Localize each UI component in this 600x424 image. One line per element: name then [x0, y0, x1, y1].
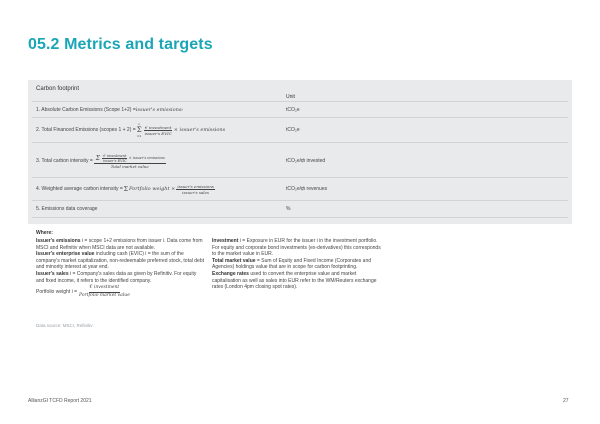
unit-header: Unit [286, 94, 295, 100]
definition [36, 251, 206, 271]
metric-row-5 [28, 204, 572, 214]
definitions-right [212, 238, 382, 291]
sum-lower: i=1 [137, 134, 142, 138]
metric-label: 1. Absolute Carbon Emissions (Scope 1+2) = [36, 107, 136, 113]
metric-row-2 [28, 120, 572, 140]
formula-fraction [144, 125, 173, 136]
definition [212, 238, 382, 258]
metric-unit: tCO₂e/₥ revenues [286, 186, 328, 192]
divider [32, 117, 568, 118]
definition-term: Issuer's sales [36, 270, 69, 277]
portfolio-weight-formula [36, 285, 206, 299]
page-title: 05.2 Metrics and targets [28, 36, 213, 53]
definition-text: i = scope 1+2 emissions from issuer i. Data come from MSCI and Refinitiv when MSCI data are not available. [36, 238, 203, 251]
formula-subscript: i [181, 108, 183, 112]
metric-unit: tCO₂e [286, 127, 300, 133]
page-number: 27 [563, 398, 569, 404]
metric-row-3 [28, 146, 572, 176]
metric-label: 4. Weighted average carbon intensity = [36, 186, 123, 192]
numerator: Σ $\frac{\text{€ investment}}{\text{issuer's EVIC}}$ × issuer's emissions [95, 153, 165, 163]
divider [32, 101, 568, 102]
denominator: issuer's sales [182, 189, 209, 195]
divider [32, 142, 568, 143]
metric-formula [36, 122, 225, 138]
formula-term: × issuer's emissions [173, 127, 226, 133]
sum-symbol: n Σ i=1 [136, 122, 142, 138]
formula-label: Portfolio weight i = [36, 288, 77, 295]
numerator: € investment [145, 124, 172, 130]
definition [36, 271, 206, 284]
denominator: issuer's EVIC [144, 130, 172, 136]
sum-upper: n [138, 122, 140, 126]
definition-term: Exchange rates [212, 270, 249, 277]
metric-formula [36, 107, 183, 113]
definition-text: i = Exposure in EUR for the issuer i in the investment portfolio. For equity and corporate bond investments (ex-derivatives) this corresponds to the market value in EUR. [212, 238, 381, 258]
footer-report-title: AllianzGI TCFD Report 2021 [28, 398, 92, 404]
data-source-note: Data source: MSCI, Refinitiv [36, 323, 93, 328]
divider [32, 177, 568, 178]
formula-fraction [94, 154, 166, 169]
definition-term: Total market value [212, 257, 256, 264]
metric-label: 5. Emissions data coverage [36, 206, 98, 212]
definition [212, 258, 382, 271]
denominator: Portfolio market value [79, 292, 130, 298]
definition-text: used to convert the enterprise value and market capitalisation as well as sales into EUR refer to the WM/Reuters exchange rates (London 4pm closing spot rates). [212, 270, 377, 291]
definition-text: i = Company's sales data as given by Refinitiv. For equity and fixed income, it refers to the identified company. [36, 270, 197, 284]
denominator: Total market value [110, 163, 149, 169]
formula-term: × issuer's emissions [128, 156, 165, 160]
formula-term: issuer's emissions [135, 107, 182, 113]
panel-title: Carbon footprint [36, 86, 80, 92]
divider [32, 200, 568, 201]
inner-fraction [102, 154, 128, 163]
definition-term: Investment [212, 238, 239, 244]
where-heading: Where: [36, 230, 53, 236]
definition-text: including cash (EVIC) i = the sum of the company's market capitalization, non-redeemable preferred stock, total debt and minority interest at year end. [36, 251, 204, 271]
numerator: issuer's emissions [177, 183, 214, 189]
definition [36, 238, 206, 251]
metric-unit: tCO₂e/₥ invested [286, 158, 326, 164]
numerator: € investment [103, 153, 127, 158]
metric-unit: % [286, 206, 291, 212]
definitions-left [36, 238, 206, 299]
definition [212, 271, 382, 291]
formula-fraction [176, 184, 215, 195]
metric-unit: tCO₂e [286, 107, 300, 113]
formula-fraction [78, 285, 131, 299]
metric-label: 3. Total carbon intensity = [36, 158, 93, 164]
divider [32, 217, 568, 218]
formula-term: Portfolio weight [129, 186, 170, 192]
definition-term: Issuer's emissions [36, 238, 81, 244]
metric-row-4 [28, 180, 572, 198]
metric-formula [36, 154, 167, 169]
carbon-footprint-panel [28, 80, 572, 224]
metric-formula: 4. Weighted average carbon intensity = Σ Portfolio weight × $\frac{\text{issuer's emissions}}{\text{issuer's sales}}$ [36, 183, 214, 195]
denominator: issuer's EVIC [103, 158, 127, 163]
numerator: € investment [89, 285, 121, 293]
definition-term: Issuer's enterprise value [36, 251, 95, 258]
metric-row-1 [28, 105, 572, 115]
metric-label: 2. Total Financed Emissions (scopes 1 + 2) = [36, 127, 136, 133]
definition-text: = Sum of Equity and Fixed Income (Corporates and Agencies) holdings value that are in scope for carbon footprinting. [212, 257, 372, 271]
